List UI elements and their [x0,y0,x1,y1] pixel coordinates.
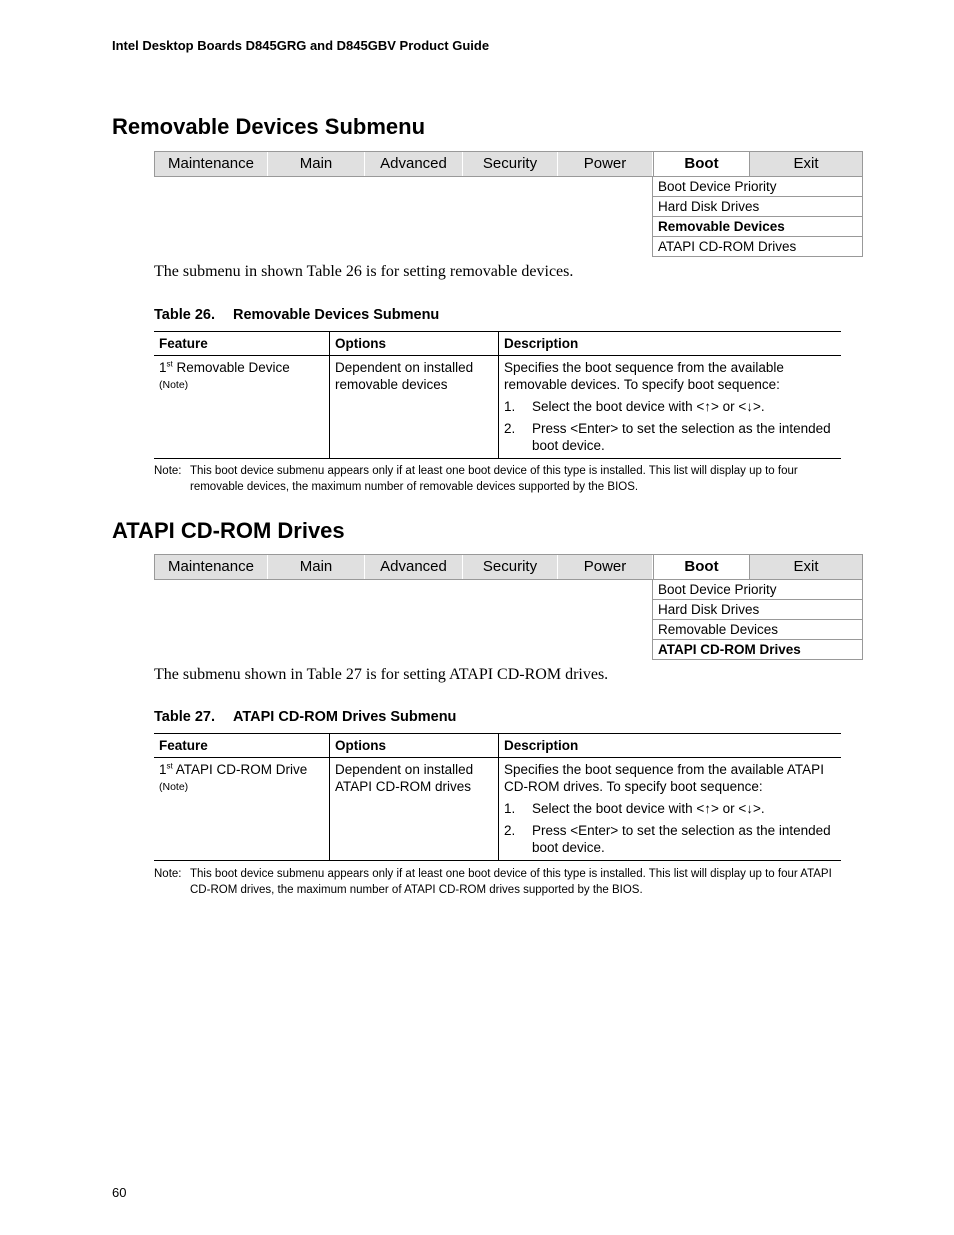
table-caption [154,709,456,725]
table-row [154,758,841,861]
menu-tab-security: Security [463,152,558,176]
submenu-item-atapi-cdrom-drives: ATAPI CD-ROM Drives [653,236,862,256]
description-cell [499,356,842,459]
submenu-item-atapi-cdrom-drives: ATAPI CD-ROM Drives [653,639,862,659]
step-number: 2. [504,823,516,838]
step-text: Press <Enter> to set the selection as the intended boot device. [532,421,831,453]
step-number: 2. [504,421,516,436]
feature-cell: 1st Removable Device (Note) [154,356,330,459]
menu-tab-boot: Boot [653,555,750,579]
submenu-item-hard-disk-drives: Hard Disk Drives [653,599,862,619]
table-header-row [154,332,841,356]
boot-submenu-list [652,579,863,660]
menu-tab-boot: Boot [653,152,750,176]
step-item [504,398,836,415]
submenu-item-removable-devices: Removable Devices [653,216,862,236]
step-text: Select the boot device with <↑> or <↓>. [532,399,765,414]
menu-tab-advanced: Advanced [365,555,463,579]
intro-paragraph: The submenu shown in Table 27 is for setting ATAPI CD-ROM drives. [154,666,609,683]
table-caption [154,307,439,323]
table-title: Removable Devices Submenu [232,307,440,323]
feature-cell: 1st ATAPI CD-ROM Drive (Note) [154,758,330,861]
submenu-item-boot-device-priority: Boot Device Priority [653,579,862,599]
submenu-item-boot-device-priority: Boot Device Priority [653,176,862,196]
feature-note-ref: (Note) [159,379,189,391]
step-item [504,800,836,817]
feature-note-ref: (Note) [159,781,189,793]
intro-paragraph: The submenu in shown Table 26 is for setting removable devices. [154,263,574,280]
table-number: Table 27. [154,709,215,725]
table-row [154,356,841,459]
menu-tab-maintenance: Maintenance [155,152,268,176]
running-header: Intel Desktop Boards D845GRG and D845GBV Product Guide [112,38,490,53]
feature-text: ATAPI CD-ROM Drive [175,762,308,777]
table-title: ATAPI CD-ROM Drives Submenu [232,709,457,725]
options-cell: Dependent on installed removable devices [330,356,499,459]
step-item [504,822,836,856]
menu-tab-power: Power [558,152,653,176]
ordinal-superscript: st [166,359,173,369]
description-text: Specifies the boot sequence from the available ATAPI CD-ROM drives. To specify boot sequence: [504,762,824,794]
table-header-row [154,734,841,758]
step-item [504,420,836,454]
menu-tab-advanced: Advanced [365,152,463,176]
menu-tab-exit: Exit [793,155,819,172]
step-number: 1. [504,801,516,816]
options-cell: Dependent on installed ATAPI CD-ROM drives [330,758,499,861]
submenu-item-removable-devices: Removable Devices [653,619,862,639]
removable-devices-table [154,331,841,459]
note-text: This boot device submenu appears only if at least one boot device of this type is installed. This list will display up to four removable devices, the maximum number of removable devices supported by the BIOS. [190,465,798,493]
feature-text: Removable Device [176,360,290,375]
boot-submenu-list [652,176,863,257]
description-cell [499,758,842,861]
menu-tab-power: Power [558,555,653,579]
column-header-feature: Feature [154,332,330,356]
section-heading-atapi-cdrom: ATAPI CD-ROM Drives [112,518,345,543]
note-label: Note: [154,868,182,880]
submenu-item-hard-disk-drives: Hard Disk Drives [653,196,862,216]
bios-menu-bar [154,554,863,580]
table-note [154,866,834,898]
table-note [154,463,834,495]
atapi-cdrom-table [154,733,841,861]
table-number: Table 26. [154,307,215,323]
note-text: This boot device submenu appears only if at least one boot device of this type is installed. This list will display up to four ATAPI CD-ROM drives, the maximum number of ATAPI CD-ROM drives supported by the BIOS. [190,868,832,896]
step-text: Press <Enter> to set the selection as the intended boot device. [532,823,831,855]
ordinal-superscript: st [166,761,173,771]
bios-menu-bar [154,151,863,177]
menu-tab-security: Security [463,555,558,579]
step-number: 1. [504,399,516,414]
menu-tab-exit: Exit [793,558,819,575]
note-label: Note: [154,465,182,477]
menu-tab-main: Main [268,555,365,579]
page-number: 60 [112,1185,127,1200]
menu-tab-main: Main [268,152,365,176]
menu-tab-maintenance: Maintenance [155,555,268,579]
column-header-description: Description [499,332,842,356]
step-text: Select the boot device with <↑> or <↓>. [532,801,765,816]
description-text: Specifies the boot sequence from the available removable devices. To specify boot sequence: [504,360,784,392]
column-header-options: Options [330,332,499,356]
section-heading-removable-devices: Removable Devices Submenu [112,114,426,139]
column-header-feature: Feature [154,734,330,758]
column-header-options: Options [330,734,499,758]
column-header-description: Description [499,734,842,758]
